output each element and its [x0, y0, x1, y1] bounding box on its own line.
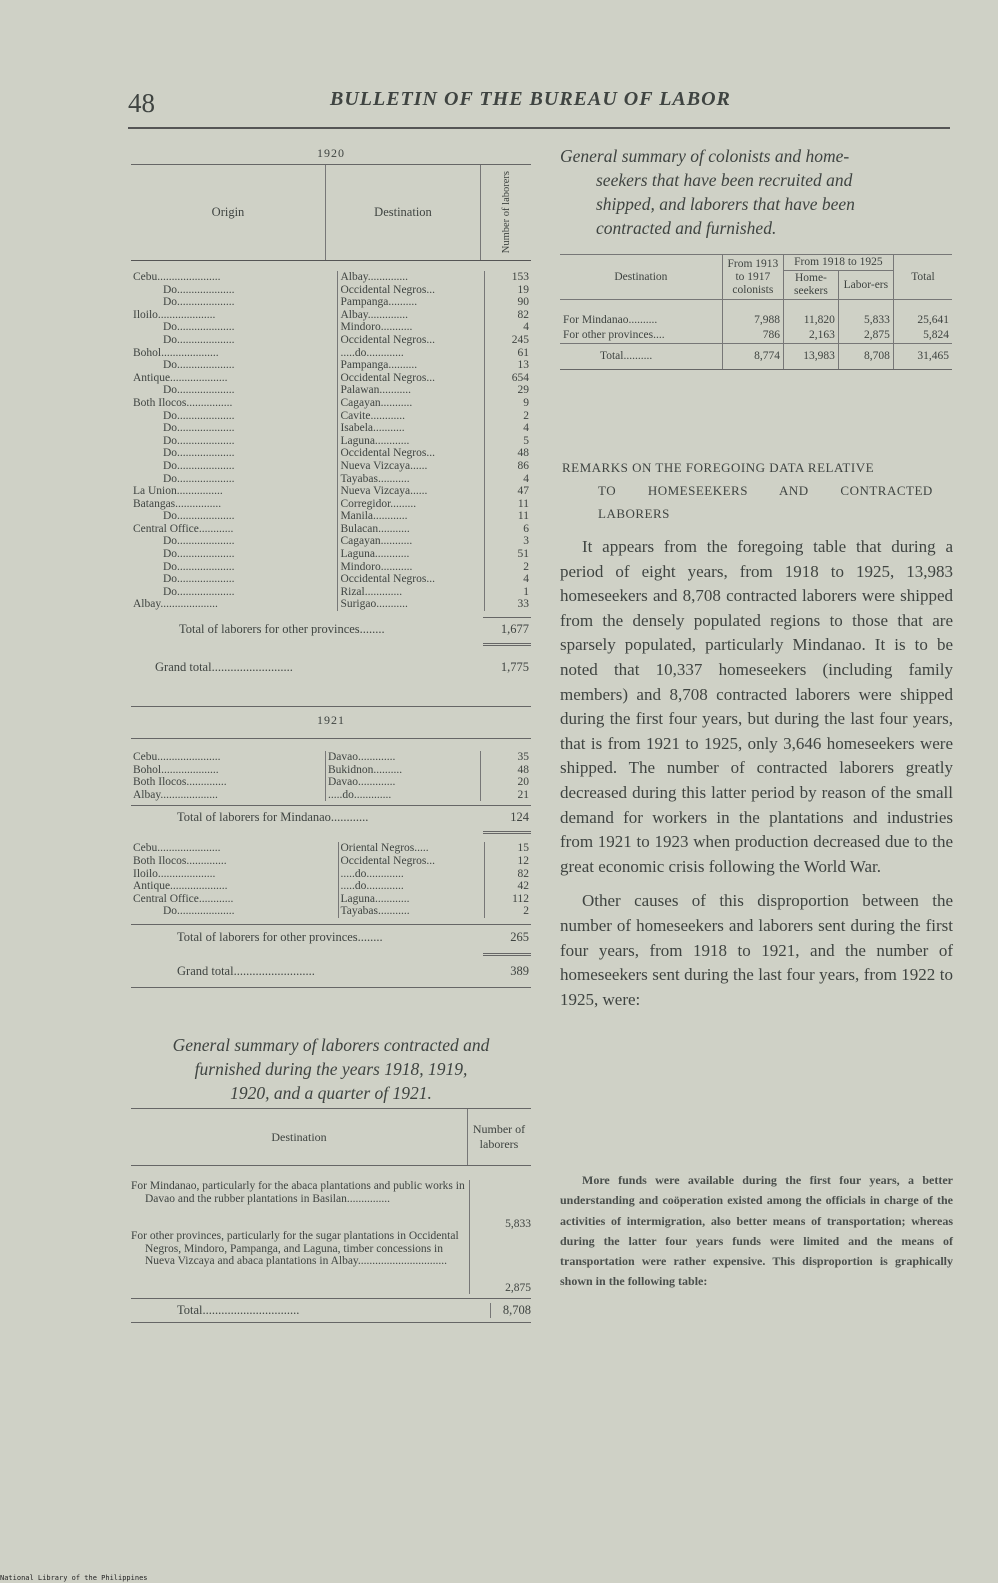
- number-cell: 112: [485, 893, 531, 906]
- origin-cell: Do....................: [163, 384, 235, 397]
- col-number-label: Number of laborers: [500, 171, 512, 254]
- row-value: 11,820: [783, 300, 838, 329]
- header-rule: [128, 127, 950, 129]
- number-cell: 2: [485, 561, 531, 574]
- year-label-1920: 1920: [131, 146, 531, 165]
- row-value: 5,833: [838, 300, 893, 329]
- table-row: [131, 561, 531, 574]
- destination-cell: Isabela...........: [338, 422, 485, 435]
- total-other-1920: [131, 622, 531, 637]
- total-label: Total of laborers for Mindanao............: [177, 810, 369, 825]
- double-rule: [483, 643, 531, 646]
- row-value: 7,988: [722, 300, 783, 329]
- colonists-table: [560, 254, 952, 370]
- col-laborers: Labor-ers: [838, 271, 893, 300]
- table-bottom-rule: [131, 1322, 531, 1323]
- origin-cell: Cebu......................: [133, 751, 221, 763]
- number-cell: 42: [485, 880, 531, 893]
- table-row: [131, 868, 531, 881]
- row-value: 2,875: [838, 328, 893, 344]
- destination-cell: Tayabas...........: [338, 473, 485, 486]
- destination-cell: Occidental Negros...: [338, 573, 485, 586]
- footer-credit: National Library of the Philippines: [0, 1574, 148, 1582]
- grand-total-1921: [131, 964, 531, 979]
- number-cell: 12: [485, 855, 531, 868]
- number-cell: 33: [485, 598, 531, 611]
- number-cell: 4: [485, 573, 531, 586]
- destination-cell: Occidental Negros...: [338, 855, 485, 868]
- total-label: Total...............................: [177, 1303, 300, 1317]
- quoted-text: [560, 1170, 953, 1292]
- destination-cell: Occidental Negros...: [338, 372, 485, 385]
- sum-rule: [131, 924, 531, 925]
- origin-cell: Both Ilocos................: [133, 396, 233, 409]
- number-cell: 35: [481, 751, 532, 764]
- number-cell: 20: [481, 776, 532, 789]
- row-label: For other provinces....: [563, 329, 665, 341]
- col-destination: Destination: [325, 165, 480, 260]
- destination-cell: Occidental Negros...: [338, 447, 485, 460]
- table-1920-header: [131, 165, 531, 261]
- destination-cell: Surigao...........: [338, 598, 485, 611]
- number-cell: 11: [485, 498, 531, 511]
- destination-cell: Mindoro...........: [338, 321, 485, 334]
- origin-cell: Do....................: [163, 359, 235, 372]
- origin-cell: Do....................: [163, 548, 235, 561]
- table-row: [131, 447, 531, 460]
- number-cell: 15: [485, 842, 531, 855]
- number-cell: 9: [485, 397, 531, 410]
- left-summary-table: [131, 1108, 531, 1323]
- table-row: [131, 789, 531, 802]
- col-destination: Destination: [271, 1129, 327, 1144]
- col-colonists: From 1913 to 1917 colonists: [722, 255, 783, 300]
- destination-cell: Laguna............: [338, 893, 485, 906]
- number-cell: 4: [485, 422, 531, 435]
- heading-line: TO HOMESEEKERS AND CONTRACTED: [598, 483, 933, 498]
- destination-cell: Oriental Negros.....: [338, 842, 485, 855]
- total-value: 1,677: [500, 622, 529, 637]
- number-cell: 48: [481, 764, 532, 777]
- number-cell: 654: [485, 372, 531, 385]
- destination-cell: Albay..............: [338, 271, 485, 284]
- heading-line: LABORERS: [598, 506, 670, 521]
- row-value: 2,875: [469, 1230, 531, 1294]
- table-row: [131, 905, 531, 918]
- origin-cell: Do....................: [163, 321, 235, 334]
- destination-cell: Cavite............: [338, 410, 485, 423]
- destination-cell: Occidental Negros...: [338, 334, 485, 347]
- total-row: [560, 344, 952, 370]
- table-row: [131, 473, 531, 486]
- table-row: [131, 410, 531, 423]
- table-1921-other: [131, 842, 531, 918]
- total-label: Total of laborers for other provinces........: [177, 929, 383, 944]
- title-line: seekers that have been recruited and: [596, 170, 853, 190]
- col-origin: Origin: [211, 205, 245, 219]
- origin-cell: Iloilo....................: [133, 867, 216, 880]
- number-cell: 90: [485, 296, 531, 309]
- destination-cell: .....do.............: [338, 880, 485, 893]
- row-value: 2,163: [783, 328, 838, 344]
- destination-cell: .....do.............: [326, 789, 481, 802]
- number-cell: 47: [485, 485, 531, 498]
- table-row: [131, 359, 531, 372]
- col-total: Total: [893, 255, 952, 300]
- number-cell: 21: [481, 789, 532, 802]
- origin-cell: Cebu......................: [133, 842, 221, 855]
- left-summary-title: [131, 1033, 531, 1105]
- destination-cell: Rizal.............: [338, 586, 485, 599]
- destination-cell: Corregidor.........: [338, 498, 485, 511]
- row-value: 13,983: [783, 344, 838, 370]
- origin-cell: Do....................: [163, 434, 235, 447]
- destination-cell: Davao.............: [326, 751, 481, 764]
- quote-paragraph: More funds were available during the first four years, a better understanding and coöperation existed among the officials in charge of the activities of intermigration, also better means of transportation; whereas during the latter four years funds were limited and the means of transportation were rather expensive. This disproportion is graphically shown in the following table:: [560, 1173, 953, 1289]
- col-group: From 1918 to 1925: [783, 255, 893, 271]
- total-label: Total of laborers for other provinces........: [179, 622, 385, 637]
- table-row: [131, 422, 531, 435]
- sum-rule: [483, 617, 531, 618]
- destination-cell: Davao.............: [326, 776, 481, 789]
- origin-cell: Do....................: [163, 573, 235, 586]
- table-row: [131, 764, 531, 777]
- title-line: furnished during the years 1918, 1919,: [194, 1059, 468, 1079]
- number-cell: 5: [485, 435, 531, 448]
- origin-cell: Do....................: [163, 409, 235, 422]
- table-1921-mindanao: [131, 751, 531, 801]
- title-line: 1920, and a quarter of 1921.: [230, 1083, 432, 1103]
- table-row: [131, 460, 531, 473]
- sum-rule: [131, 805, 531, 806]
- destination-cell: Albay..............: [338, 309, 485, 322]
- page-number: 48: [128, 88, 155, 118]
- table-1921-bottom-rule: [131, 987, 531, 988]
- destination-cell: Bukidnon..........: [326, 764, 481, 777]
- number-cell: 82: [485, 868, 531, 881]
- grand-total-label: Grand total..........................: [155, 660, 293, 675]
- table-row: [131, 296, 531, 309]
- table-row: [131, 855, 531, 868]
- number-cell: 2: [485, 905, 531, 918]
- table-row: [131, 372, 531, 385]
- table-row: [131, 523, 531, 536]
- destination-cell: .....do.............: [338, 347, 485, 360]
- row-value: 31,465: [893, 344, 952, 370]
- grand-total-1920: [131, 660, 531, 675]
- grand-total-label: Grand total..........................: [177, 963, 315, 978]
- number-cell: 86: [485, 460, 531, 473]
- origin-cell: Do....................: [163, 283, 235, 296]
- table-row: [131, 573, 531, 586]
- col-homeseekers: Home-seekers: [783, 271, 838, 300]
- destination-cell: Cagayan...........: [338, 397, 485, 410]
- paragraph-1: It appears from the foregoing table that during a period of eight years, from 1918 to 1925, 13,983 homeseekers and 8,708 contracted laborers were shipped from the densely populated regions to those that are sparsely populated, particularly Mindanao. It is to be noted that 10,337 homeseekers (including family members) and 8,708 contracted laborers were shipped during the first four years, but during the last four years, that is from 1921 to 1925, only 3,646 homeseekers were shipped. The number of contracted laborers greatly decreased during this latter period by reason of the small demand for workers in the plantations and industries from 1921 to 1923 when production decreased due to the great economic crisis following the World War.: [560, 537, 953, 876]
- origin-cell: Iloilo....................: [133, 308, 216, 321]
- number-cell: 153: [485, 271, 531, 284]
- title-line: General summary of laborers contracted and: [172, 1035, 490, 1055]
- double-rule: [483, 831, 531, 834]
- col-destination: Destination: [560, 255, 722, 300]
- table-row: [131, 321, 531, 334]
- table-row: [131, 842, 531, 855]
- table-row: [131, 776, 531, 789]
- destination-cell: Palawan...........: [338, 384, 485, 397]
- table-row: [131, 880, 531, 893]
- number-cell: 11: [485, 510, 531, 523]
- sum-rule: [131, 1298, 531, 1299]
- table-row: [131, 586, 531, 599]
- paragraph-2: Other causes of this disproportion between the number of homeseekers and laborers sent during the first four years, from 1918 to 1921, and the number of homeseekers sent during the last four years, from 1922 to 1925, were:: [560, 891, 953, 1009]
- origin-cell: Antique....................: [133, 371, 228, 384]
- row-mindanao: [131, 1180, 531, 1230]
- table-row: [131, 435, 531, 448]
- remarks-heading: [562, 456, 952, 525]
- row-label: For Mindanao..........: [563, 314, 658, 326]
- left-summary-header: [131, 1108, 531, 1166]
- destination-cell: .....do.............: [338, 868, 485, 881]
- body-text: [560, 535, 953, 1022]
- origin-cell: Both Ilocos..............: [133, 854, 227, 867]
- origin-cell: Bohol....................: [133, 763, 219, 776]
- origin-cell: Do....................: [163, 905, 235, 918]
- total-value: 8,708: [490, 1303, 531, 1318]
- table-row: [131, 598, 531, 611]
- origin-cell: Central Office............: [133, 522, 234, 535]
- origin-cell: Do....................: [163, 472, 235, 485]
- title-line: General summary of colonists and home-: [560, 146, 850, 166]
- number-cell: 3: [485, 535, 531, 548]
- table-row: [131, 751, 531, 764]
- destination-cell: Laguna............: [338, 435, 485, 448]
- table-row: [131, 309, 531, 322]
- number-cell: 4: [485, 321, 531, 334]
- number-cell: 51: [485, 548, 531, 561]
- origin-cell: La Union................: [133, 485, 223, 498]
- total-mindanao-1921: [131, 810, 531, 825]
- table-1920-body: [131, 271, 531, 611]
- row-value: 8,708: [838, 344, 893, 370]
- title-line: contracted and furnished.: [596, 218, 777, 238]
- destination-cell: Nueva Vizcaya......: [338, 460, 485, 473]
- heading-line: REMARKS ON THE FOREGOING DATA RELATIVE: [562, 460, 875, 475]
- right-summary-table: [560, 254, 952, 370]
- origin-cell: Do....................: [163, 459, 235, 472]
- origin-cell: Central Office............: [133, 892, 234, 905]
- origin-cell: Do....................: [163, 333, 235, 346]
- row-value: 5,833: [469, 1180, 531, 1230]
- origin-cell: Albay....................: [133, 598, 218, 611]
- table-row: [131, 271, 531, 284]
- table-row: [131, 535, 531, 548]
- row-other: [131, 1230, 531, 1294]
- running-title: BULLETIN OF THE BUREAU OF LABOR: [330, 88, 731, 110]
- col-number: Number of laborers: [467, 1109, 530, 1165]
- number-cell: 82: [485, 309, 531, 322]
- table-row: [131, 510, 531, 523]
- row-label: Total..........: [560, 344, 722, 370]
- number-cell: 245: [485, 334, 531, 347]
- double-rule: [483, 953, 531, 956]
- origin-cell: Batangas................: [133, 497, 222, 510]
- number-cell: 2: [485, 410, 531, 423]
- number-cell: 48: [485, 447, 531, 460]
- table-1920: [131, 146, 531, 675]
- year-label-1921: 1921: [131, 707, 531, 739]
- origin-cell: Bohol....................: [133, 346, 219, 359]
- destination-cell: Nueva Vizcaya......: [338, 485, 485, 498]
- number-cell: 19: [485, 284, 531, 297]
- destination-cell: Bulacan...........: [338, 523, 485, 536]
- row-total: [131, 1303, 531, 1318]
- origin-cell: Do....................: [163, 422, 235, 435]
- origin-cell: Do....................: [163, 535, 235, 548]
- number-cell: 29: [485, 384, 531, 397]
- destination-cell: Tayabas...........: [338, 905, 485, 918]
- table-row: [131, 384, 531, 397]
- origin-cell: Antique....................: [133, 880, 228, 893]
- origin-cell: Albay....................: [133, 788, 218, 801]
- number-cell: 4: [485, 473, 531, 486]
- grand-total-value: 389: [510, 963, 529, 978]
- row-value: 5,824: [893, 328, 952, 344]
- row-value: 8,774: [722, 344, 783, 370]
- row-label: For other provinces, particularly for the sugar plantations in Occidental Negros, Mindoro, Pampanga, and Laguna, timber concessions in Nueva Vizcaya and abaca plantations in Albay...............................: [131, 1230, 459, 1268]
- table-row: [131, 485, 531, 498]
- table-row: [131, 893, 531, 906]
- col-number: [480, 165, 531, 260]
- total-value: 265: [510, 929, 529, 944]
- origin-cell: Do....................: [163, 560, 235, 573]
- destination-cell: Mindoro...........: [338, 561, 485, 574]
- grand-total-value: 1,775: [500, 660, 529, 675]
- number-cell: 13: [485, 359, 531, 372]
- total-other-1921: [131, 930, 531, 945]
- title-line: shipped, and laborers that have been: [596, 194, 855, 214]
- origin-cell: Both Ilocos..............: [133, 776, 227, 789]
- table-row: [131, 498, 531, 511]
- table-row: [131, 397, 531, 410]
- row-value: 786: [722, 328, 783, 344]
- table-row: [560, 300, 952, 329]
- table-1921: [131, 706, 531, 988]
- number-cell: 61: [485, 347, 531, 360]
- table-row: [131, 284, 531, 297]
- origin-cell: Do....................: [163, 447, 235, 460]
- row-value: 25,641: [893, 300, 952, 329]
- destination-cell: Manila............: [338, 510, 485, 523]
- table-row: [131, 548, 531, 561]
- origin-cell: Do....................: [163, 585, 235, 598]
- destination-cell: Pampanga..........: [338, 296, 485, 309]
- destination-cell: Pampanga..........: [338, 359, 485, 372]
- destination-cell: Occidental Negros...: [338, 284, 485, 297]
- destination-cell: Laguna............: [338, 548, 485, 561]
- right-summary-title: [560, 144, 952, 240]
- origin-cell: Cebu......................: [133, 271, 221, 283]
- number-cell: 1: [485, 586, 531, 599]
- row-label: For Mindanao, particularly for the abaca plantations and public works in Davao and the rubber plantations in Basilan...............: [131, 1180, 465, 1205]
- table-row: [560, 328, 952, 344]
- table-row: [131, 334, 531, 347]
- destination-cell: Cagayan...........: [338, 535, 485, 548]
- origin-cell: Do....................: [163, 510, 235, 523]
- total-value: 124: [510, 810, 529, 825]
- table-row: [131, 347, 531, 360]
- origin-cell: Do....................: [163, 296, 235, 309]
- number-cell: 6: [485, 523, 531, 536]
